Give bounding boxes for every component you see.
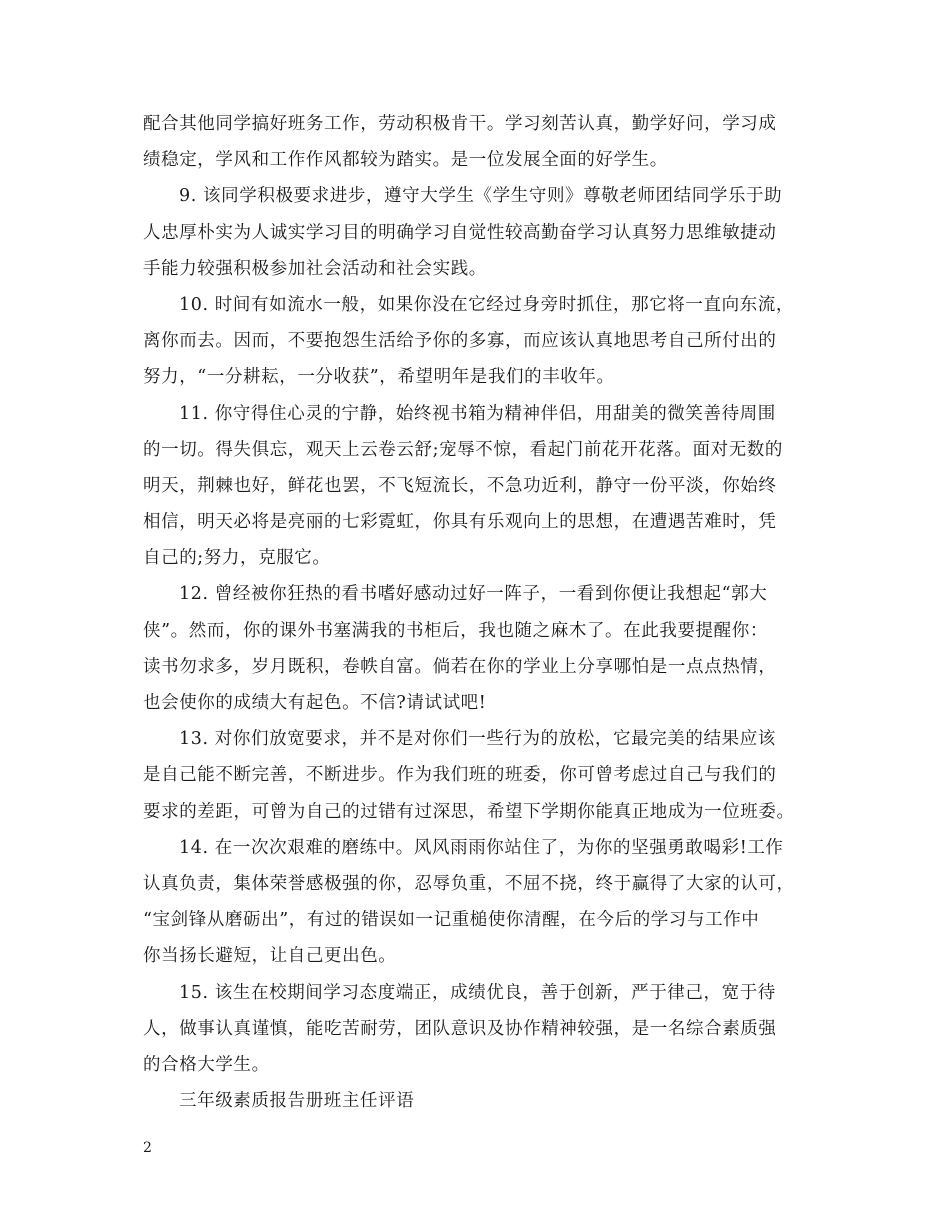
paragraph-15-start: 15. 该生在校期间学习态度端正，成绩优良，善于创新，严于律己，宽于待	[179, 982, 776, 1003]
text-line: 也会使你的成绩大有起色。不信?请试试吧!	[143, 693, 487, 713]
text-line: 手能力较强积极参加社会活动和社会实践。	[143, 258, 487, 279]
text-line: 要求的差距，可曾为自己的过错有过深思，希望下学期你能真正地成为一位班委。	[143, 801, 795, 822]
section-heading: 三年级素质报告册班主任评语	[179, 1091, 415, 1112]
paragraph-10-start: 10. 时间有如流水一般，如果你没在它经过身旁时抓住，那它将一直向东流，	[179, 294, 794, 315]
paragraph-12-start: 12. 曾经被你狂热的看书嗜好感动过好一阵子，一看到你便让我想起“郭大	[179, 584, 768, 605]
text-line: 明天，荆棘也好，鲜花也罢，不飞短流长，不急功近利，静守一份平淡，你始终	[143, 475, 777, 496]
text-line: 你当扬长避短，让自己更出色。	[143, 946, 397, 967]
text-line: 配合其他同学搞好班务工作，劳动积极肯干。学习刻苦认真，勤学好问，学习成	[143, 114, 777, 134]
text-line: 的合格大学生。	[143, 1054, 270, 1075]
paragraph-9-start: 9. 该同学积极要求进步，遵守大学生《学生守则》尊敬老师团结同学乐于助	[179, 186, 783, 207]
text-line: 是自己能不断完善，不断进步。作为我们班的班委，你可曾考虑过自己与我们的	[143, 765, 777, 786]
text-line: 认真负责，集体荣誉感极强的你，忍辱负重，不屈不挠，终于赢得了大家的认可，	[143, 873, 795, 894]
text-line: 人忠厚朴实为人诚实学习目的明确学习自觉性较高勤奋学习认真努力思维敏捷动	[143, 222, 777, 243]
text-line: 自己的;努力，克服它。	[143, 548, 331, 569]
paragraph-13-start: 13. 对你们放宽要求，并不是对你们一些行为的放松，它最完美的结果应该	[179, 729, 776, 750]
document-body	[143, 114, 819, 1127]
paragraph-14-start: 14. 在一次次艰难的磨练中。风风雨雨你站住了，为你的坚强勇敢喝彩!工作	[179, 837, 784, 858]
text-line: 读书勿求多，岁月既积，卷帙自富。倘若在你的学业上分享哪怕是一点点热情，	[143, 656, 777, 677]
text-line: 的一切。得失俱忘，观天上云卷云舒;宠辱不惊，看起门前花开花落。面对无数的	[143, 439, 783, 460]
text-line: 相信，明天必将是亮丽的七彩霓虹，你具有乐观向上的思想，在遭遇苦难时，凭	[143, 512, 777, 533]
text-line: “宝剑锋从磨砺出”，有过的错误如一记重槌使你清醒，在今后的学习与工作中	[143, 910, 760, 931]
page-number: 2	[143, 1140, 152, 1156]
text-line: 人，做事认真谨慎，能吃苦耐劳，团队意识及协作精神较强，是一名综合素质强	[143, 1018, 777, 1039]
text-line: 侠”。然而，你的课外书塞满我的书柜后，我也随之麻木了。在此我要提醒你：	[143, 620, 768, 641]
text-line: 绩稳定，学风和工作作风都较为踏实。是一位发展全面的好学生。	[143, 150, 668, 171]
text-line: 努力，“一分耕耘，一分收获”，希望明年是我们的丰收年。	[143, 367, 615, 388]
paragraph-11-start: 11. 你守得住心灵的宁静，始终视书箱为精神伴侣，用甜美的微笑善待周围	[179, 403, 776, 424]
text-line: 离你而去。因而，不要抱怨生活给予你的多寡，而应该认真地思考自己所付出的	[143, 331, 777, 352]
